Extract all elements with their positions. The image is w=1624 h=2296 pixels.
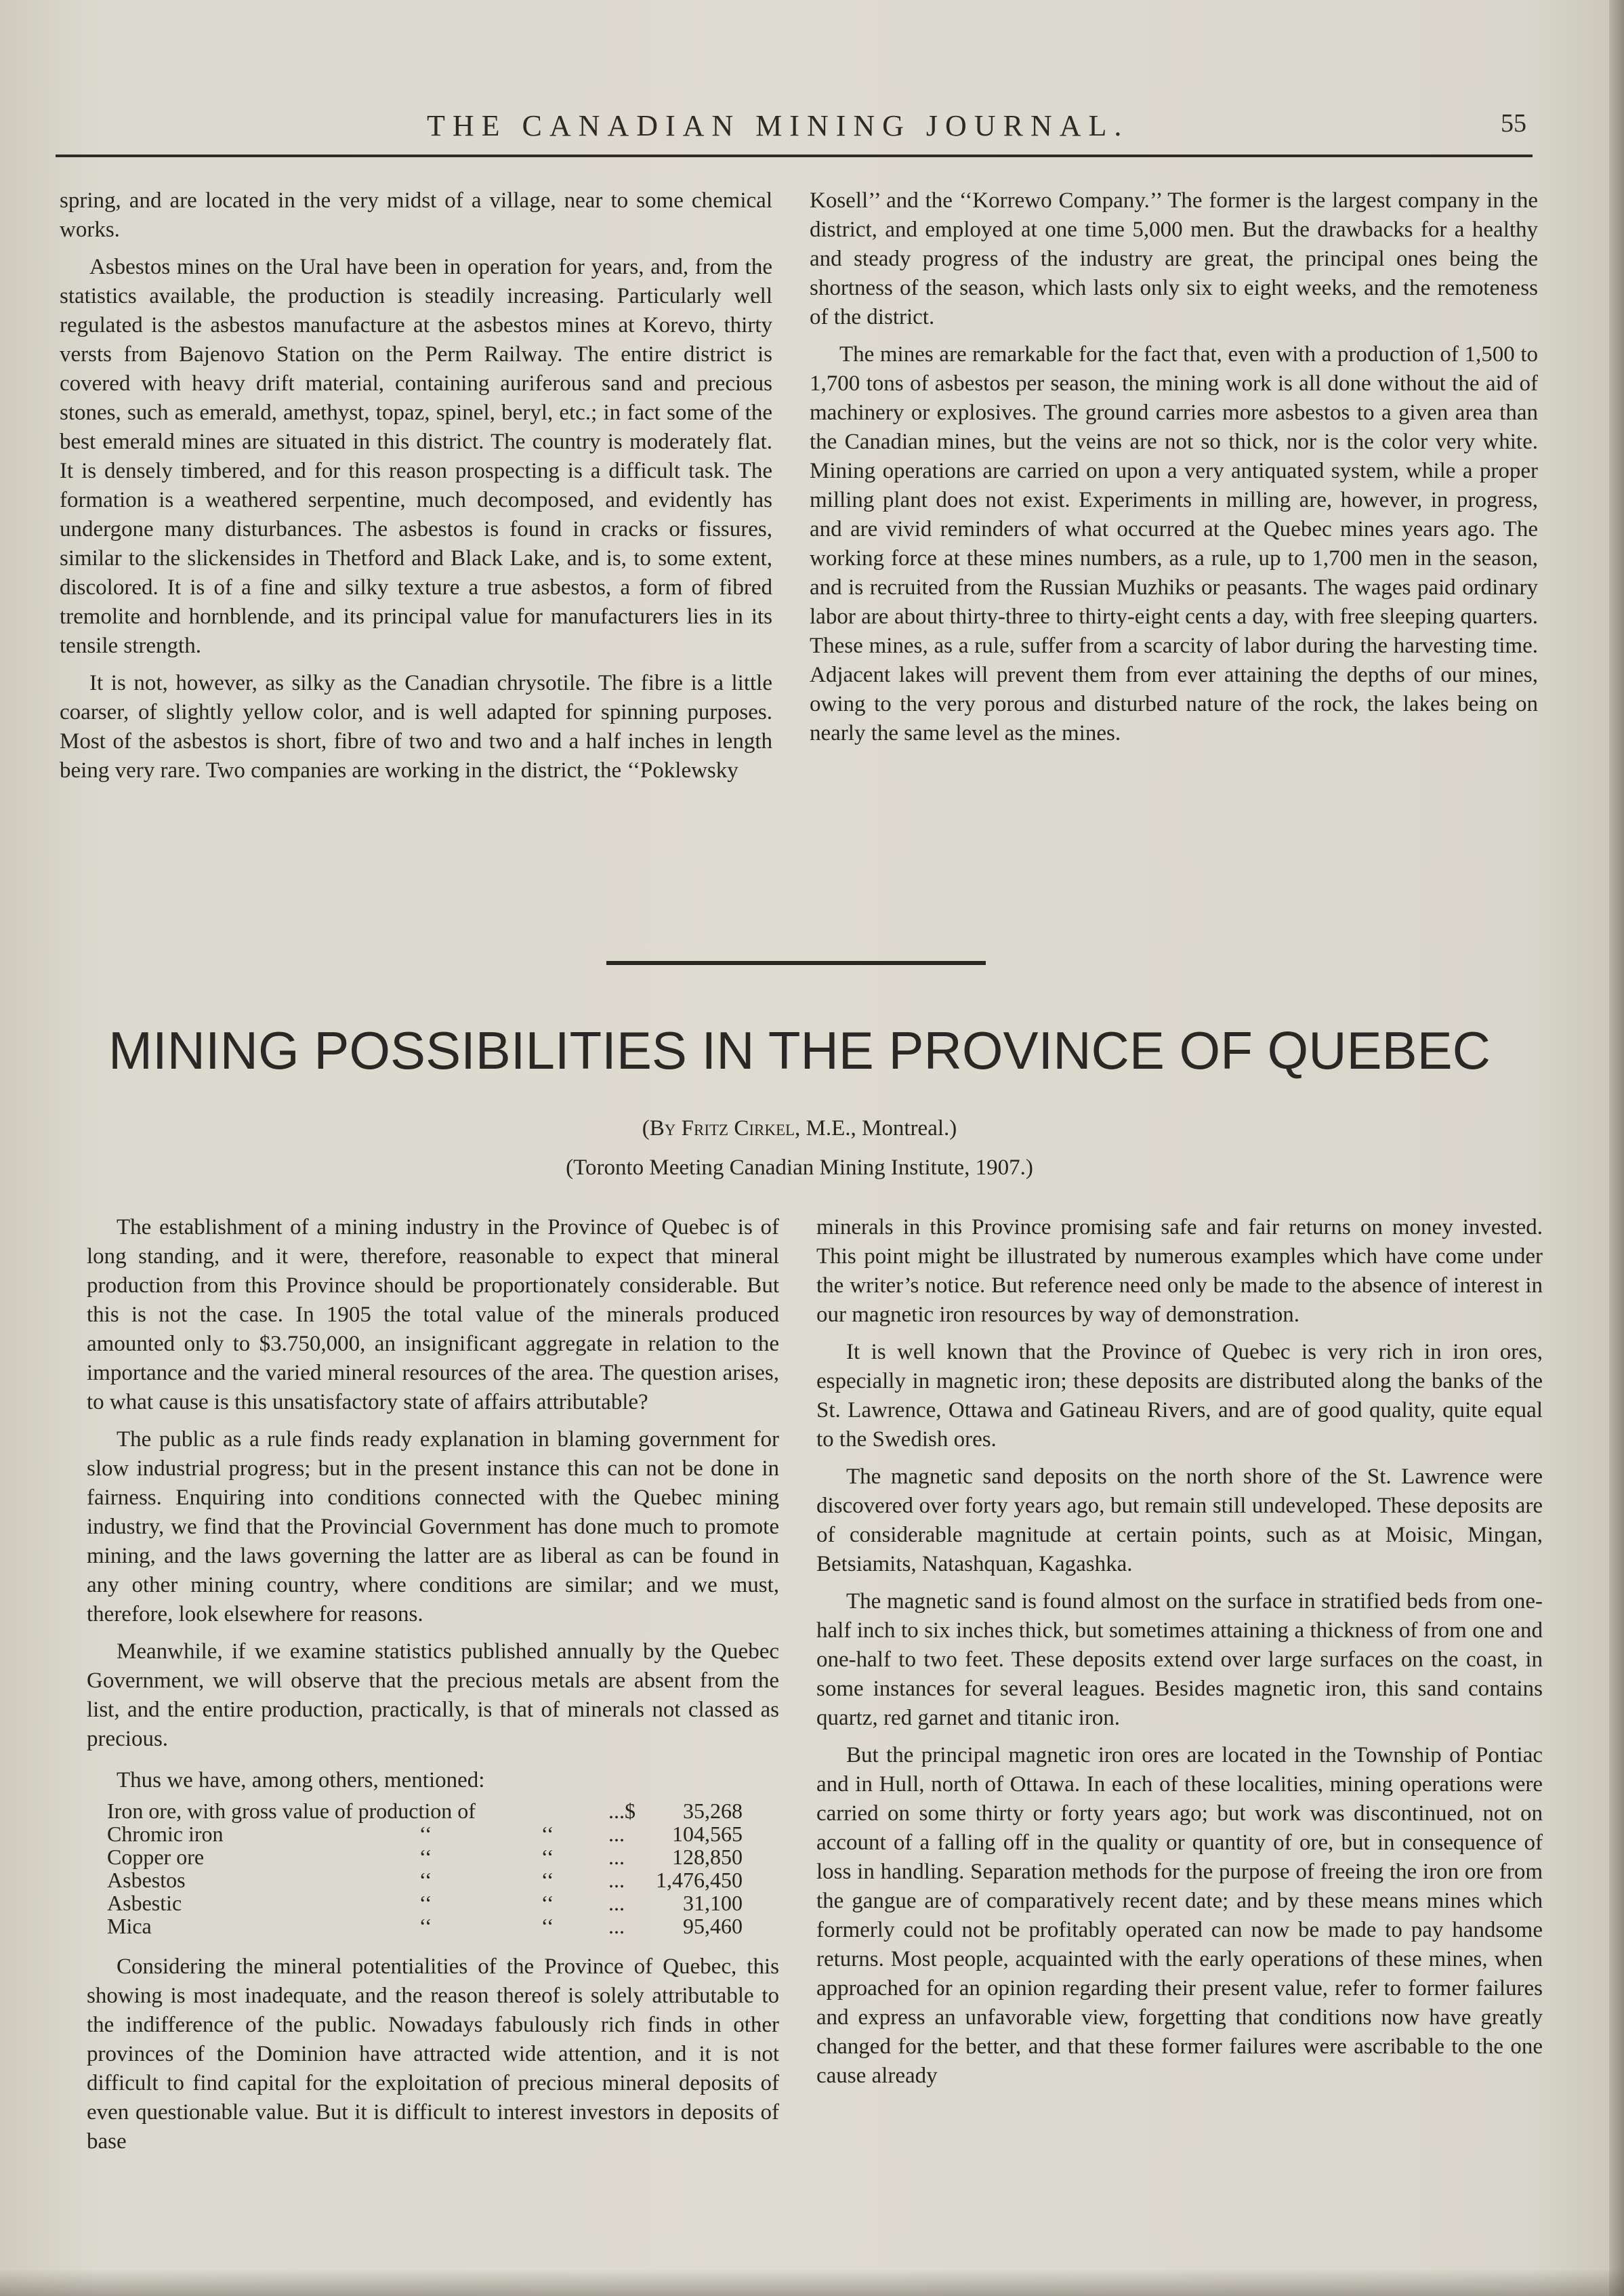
- leader-dots: ...: [608, 1845, 625, 1869]
- section-divider: [606, 961, 986, 965]
- leader-dots: ...$: [608, 1799, 636, 1823]
- mineral-name: Copper ore: [107, 1845, 205, 1869]
- article-right-column: [816, 1213, 1543, 2091]
- top-article-right-column: [810, 186, 1538, 748]
- top-article-left-column: [60, 186, 772, 785]
- table-row: [107, 1822, 743, 1845]
- byline: [54, 1113, 1545, 1144]
- table-row: [107, 1845, 743, 1868]
- paragraph: It is not, however, as silky as the Canadian chrysotile. The fibre is a little coarser, of slightly yellow color, and is well adapted for spinning purposes. Most of the asbestos is short, fibre of two and two and a half inches in length being very rare. Two companies are working in the district, the ‘‘Poklewsky: [60, 671, 772, 783]
- minerals-table: [107, 1799, 743, 1938]
- page-edge-shadow: [0, 2269, 1624, 2296]
- ditto-mark: ‘‘: [419, 1822, 432, 1846]
- paragraph: The establishment of a mining industry in the Province of Quebec is of long standing, and it were, therefore, reasonable to expect that mineral production from this Province should be proportionately considerable. But this is not the case. In 1905 the total value of the minerals produced amounted only to $3.750,000, an insignificant aggregate in relation to the importance and the varied mineral resources of the area. The question arises, to what cause is this unsatisfactory state of affairs attributable?: [87, 1215, 779, 1414]
- paragraph: Kosell’’ and the ‘‘Korrewo Company.’’ The former is the largest company in the district, and employed at one time 5,000 men. But the drawbacks for a healthy and steady progress of the industry are great, the principal ones being the shortness of the season, which lasts only six to eight weeks, and the remoteness of the district.: [810, 188, 1538, 329]
- paragraph: Considering the mineral potentialities of the Province of Quebec, this showing is most inadequate, and the reason thereof is solely attributable to the indifference of the public. Nowadays fabulously rich finds in other provinces of the Dominion have attracted wide attention, and it is not difficult to find capital for the exploitation of precious mineral deposits of even questionable value. But it is difficult to interest investors in deposits of base: [87, 1954, 779, 2154]
- paragraph: The mines are remarkable for the fact that, even with a production of 1,500 to 1,700 tons of asbestos per season, the mining work is all done without the aid of machinery or explosives. The ground carries more asbestos to a given area than the Canadian mines, but the veins are not so thick, nor is the color very white. Mining operations are carried on upon a very antiquated system, while a proper milling plant does not exist. Experiments in milling are, however, in progress, and are vivid reminders of what occurred at the Quebec mines years ago. The working force at these mines numbers, as a rule, up to 1,700 men in the season, and is recruited from the Russian Muzhiks or peasants. The wages paid ordinary labor are about thirty-three to thirty-eight cents a day, with free sleeping quarters. These mines, as a rule, suffer from a scarcity of labor during the harvesting time. Adjacent lakes will prevent them from ever attaining the depths of our mines, owing to the very porous and disturbed nature of the rock, the lakes being on nearly the same level as the mines.: [810, 342, 1538, 745]
- ditto-mark: ‘‘: [419, 1845, 432, 1869]
- leader-dots: ...: [608, 1822, 625, 1846]
- page-number: 55: [1501, 109, 1526, 138]
- mineral-name: Asbestic: [107, 1891, 182, 1915]
- ditto-mark: ‘‘: [419, 1914, 432, 1938]
- byline-open: (: [642, 1116, 650, 1141]
- paragraph: minerals in this Province promising safe and fair returns on money invested. This point might be illustrated by numerous examples which have come under the writer’s notice. But reference need only be made to the absence of interest in our magnetic iron resources by way of demonstration.: [816, 1215, 1543, 1327]
- byline-affiliation: , M.E., Montreal.): [795, 1116, 957, 1141]
- ditto-mark: ‘‘: [419, 1868, 432, 1892]
- mineral-value: 1,476,450: [656, 1868, 743, 1892]
- mineral-name: Chromic iron: [107, 1822, 224, 1846]
- ditto-mark: ‘‘: [419, 1891, 432, 1915]
- header-rule: [56, 155, 1533, 157]
- paragraph: The public as a rule finds ready explanation in blaming government for slow industrial progress; but in the present instance this can not be done in fairness. Enquiring into conditions connected with the Quebec mining industry, we find that the Provincial Government has done much to promote mining, and the laws governing the latter are as liberal as can be found in any other mining country, where conditions are similar; and we must, therefore, look elsewhere for reasons.: [87, 1427, 779, 1626]
- leader-dots: ...: [608, 1891, 625, 1915]
- paragraph: But the principal magnetic iron ores are located in the Township of Pontiac and in Hull, north of Ottawa. In each of these localities, mining operations were carried on some thirty or forty years ago; but work was discontinued, not on account of a falling off in the quality or quantity of ore, but in consequence of loss in handling. Separation methods for the purpose of freeing the iron ore from the gangue are of comparatively recent date; and by these means mines which formerly could not be profitably operated can now be made to pay handsome returns. Most people, acquainted with the early operations of these mines, when approached for an opinion regarding their present value, refer to former failures and express an unfavorable view, forgetting that conditions now have greatly changed for the better, and that these former failures were ascribable to the one cause already: [816, 1743, 1543, 2088]
- mineral-name: Iron ore, with gross value of production of: [107, 1799, 476, 1823]
- byline-author: By Fritz Cirkel: [649, 1116, 795, 1141]
- table-row: [107, 1891, 743, 1914]
- mineral-value: 128,850: [672, 1845, 743, 1869]
- article-title: MINING POSSIBILITIES IN THE PROVINCE OF QUEBEC: [108, 1021, 1491, 1080]
- ditto-mark: ‘‘: [541, 1914, 554, 1938]
- ditto-mark: ‘‘: [541, 1845, 554, 1869]
- venue-line: (Toronto Meeting Canadian Mining Institute, 1907.): [566, 1155, 1033, 1180]
- ditto-mark: ‘‘: [541, 1891, 554, 1915]
- table-row: [107, 1914, 743, 1938]
- binding-shadow: [1609, 0, 1624, 2296]
- leader-dots: ...: [608, 1868, 625, 1892]
- mineral-value: 95,460: [683, 1914, 743, 1938]
- paragraph: It is well known that the Province of Quebec is very rich in iron ores, especially in magnetic iron; these deposits are distributed along the banks of the St. Lawrence, Ottawa and Gatineau Rivers, and are of good quality, quite equal to the Swedish ores.: [816, 1340, 1543, 1452]
- ditto-mark: ‘‘: [541, 1822, 554, 1846]
- paragraph: The magnetic sand deposits on the north shore of the St. Lawrence were discovered over forty years ago, but remain still undeveloped. These deposits are of considerable magnitude at certain points, such as at Moisic, Mingan, Betsiamits, Natashquan, Kagashka.: [816, 1464, 1543, 1576]
- mineral-value: 35,268: [683, 1799, 743, 1823]
- paragraph: Asbestos mines on the Ural have been in operation for years, and, from the statistics available, the production is steadily increasing. Particularly well regulated is the asbestos manufacture at the asbestos mines at Korevo, thirty versts from Bajenovo Station on the Perm Railway. The entire district is covered with heavy drift material, containing auriferous sand and precious stones, such as emerald, amethyst, topaz, spinel, beryl, etc.; in fact some of the best emerald mines are situated in this district. The country is moderately flat. It is densely timbered, and for this reason prospecting is a difficult task. The formation is a weathered serpentine, much decomposed, and evidently has undergone many disturbances. The asbestos is found in cracks or fissures, similar to the slickensides in Thetford and Black Lake, and is, to some extent, discolored. It is of a fine and silky texture a true asbestos, a form of fibred tremolite and hornblende, and its principal value for manufacturers lies in its tensile strength.: [60, 255, 772, 658]
- paragraph: The magnetic sand is found almost on the surface in stratified beds from one-half inch to six inches thick, but sometimes attaining a thickness of from one and one-half to two feet. These deposits extend over large surfaces on the coast, in some instances for several leagues. Besides magnetic iron, this sand contains quartz, red garnet and titanic iron.: [816, 1589, 1543, 1730]
- mineral-value: 104,565: [672, 1822, 743, 1846]
- article-left-column: [87, 1213, 779, 2156]
- leader-dots: ...: [608, 1914, 625, 1938]
- minerals-intro: Thus we have, among others, mentioned:: [117, 1768, 485, 1792]
- paragraph: spring, and are located in the very midst of a village, near to some chemical works.: [60, 188, 772, 242]
- running-head: THE CANADIAN MINING JOURNAL.: [427, 109, 1129, 142]
- table-row: [107, 1799, 743, 1822]
- mineral-name: Mica: [107, 1914, 152, 1938]
- mineral-value: 31,100: [683, 1891, 743, 1915]
- paragraph: Meanwhile, if we examine statistics published annually by the Quebec Government, we will observe that the precious metals are absent from the list, and the entire production, practically, is that of minerals not classed as precious.: [87, 1639, 779, 1751]
- mineral-name: Asbestos: [107, 1868, 186, 1892]
- table-row: [107, 1868, 743, 1891]
- ditto-mark: ‘‘: [541, 1868, 554, 1892]
